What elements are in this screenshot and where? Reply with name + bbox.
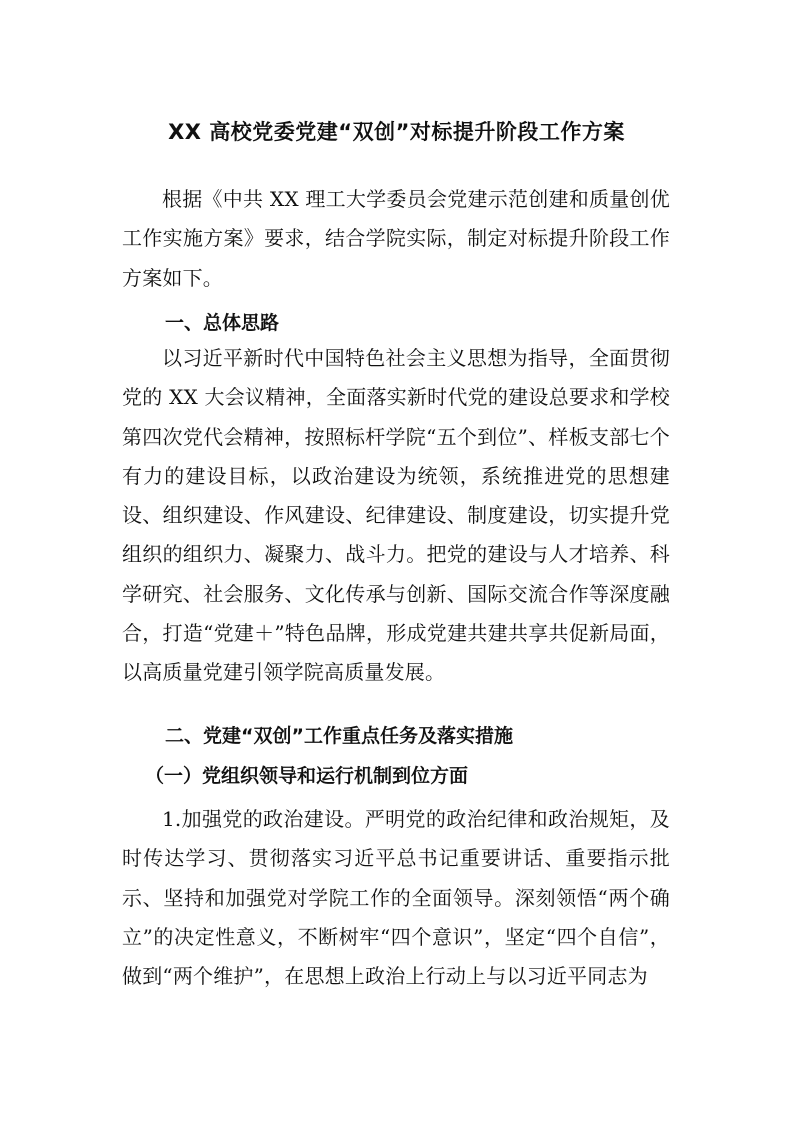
section-heading-overall-approach: 一、总体思路: [165, 312, 280, 334]
section-heading-key-tasks: 二、党建“双创”工作重点任务及落实措施: [165, 725, 513, 747]
overall-approach-paragraph: 以习近平新时代中国特色社会主义思想为指导，全面贯彻党的 XX 大会议精神，全面落实新时代党的建设总要求和学校第四次党代会精神，按照标杆学院“五个到位”、样板支部七个有力的建设目标，以政治建设为统领，系统推进党的思想建设、组织建设、作风建设、纪律建设、制度建设，切实提升党组织的组织力、凝聚力、战斗力。把党的建设与人才培养、科学研究、社会服务、文化传承与创新、国际交流合作等深度融合，打造“党建＋”特色品牌，形成党建共建共享共促新局面，以高质量党建引领学院高质量发展。: [122, 346, 670, 685]
document-title: XX 高校党委党建“双创”对标提升阶段工作方案: [168, 120, 625, 144]
item-1-paragraph: 1.加强党的政治建设。严明党的政治纪律和政治规矩，及时传达学习、贯彻落实习近平总书记重要讲话、重要指示批示、坚持和加强党对学院工作的全面领导。深刻领悟“两个确立”的决定性意义，不断树牢“四个意识”，坚定“四个自信”，做到“两个维护”，在思想上政治上行动上与以习近平同志为: [122, 807, 670, 989]
subsection-heading-leadership-mechanism: （一）党组织领导和运行机制到位方面: [145, 765, 469, 787]
intro-paragraph: 根据《中共 XX 理工大学委员会党建示范创建和质量创优工作实施方案》要求，结合学院实际，制定对标提升阶段工作方案如下。: [122, 187, 670, 290]
